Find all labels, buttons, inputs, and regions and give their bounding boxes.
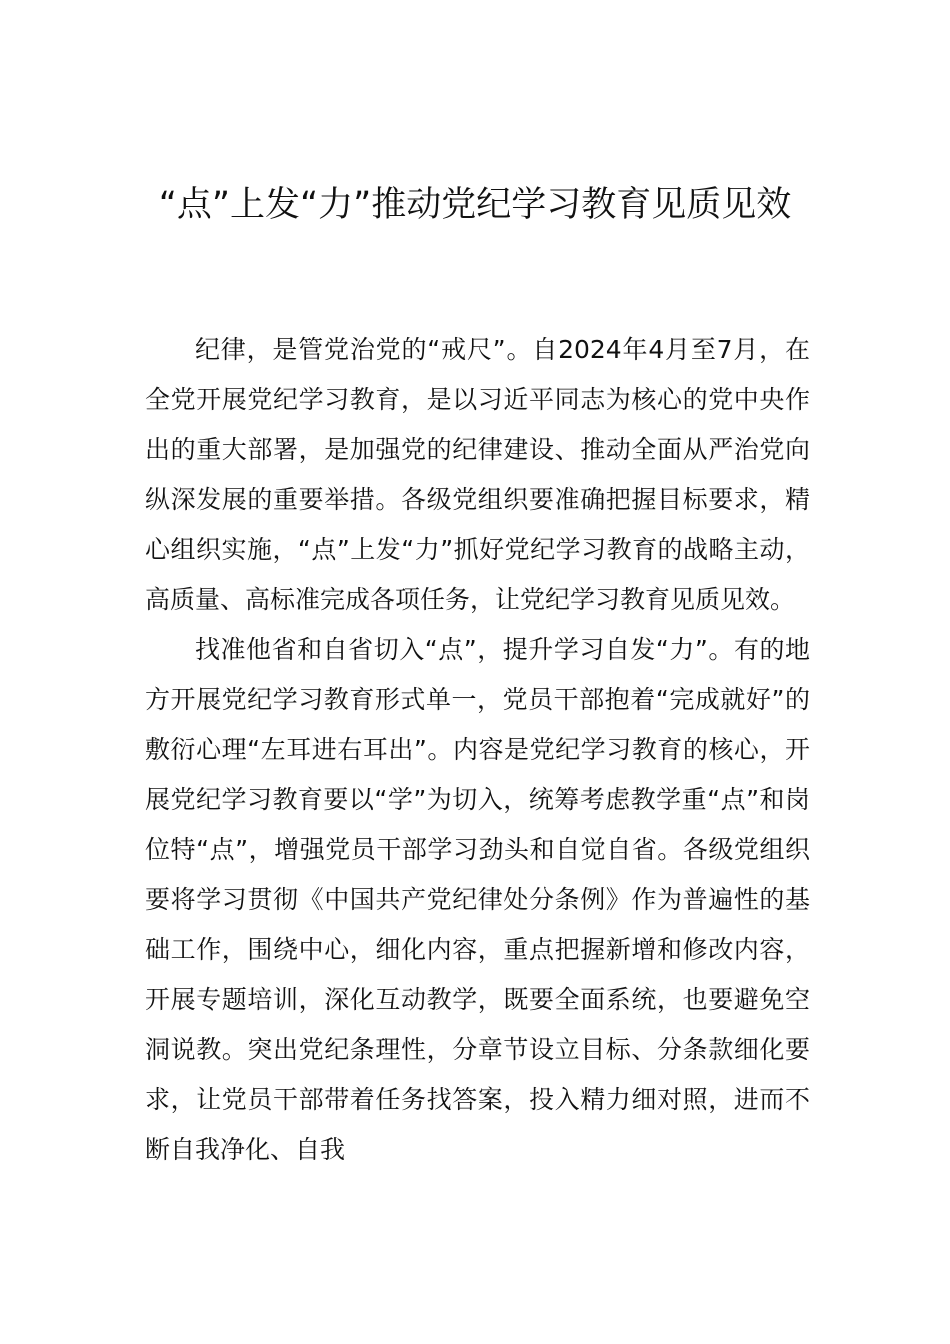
paragraph-1: 纪律，是管党治党的“戒尺”。自2024年4月至7月，在全党开展党纪学习教育，是以习近平同志为核心的党中央作出的重大部署，是加强党的纪律建设、推动全面从严治党向纵深发展的重要举措。各级党组织要准确把握目标要求，精心组织实施，“点”上发“力”抓好党纪学习教育的战略主动，高质量、高标准完成各项任务，让党纪学习教育见质见效。: [145, 335, 810, 614]
paragraph-2: 找准他省和自省切入“点”，提升学习自发“力”。有的地方开展党纪学习教育形式单一，党员干部抱着“完成就好”的敷衍心理“左耳进右耳出”。内容是党纪学习教育的核心，开展党纪学习教育要以“学”为切入，统筹考虑教学重“点”和岗位特“点”，增强党员干部学习劲头和自觉自省。各级党组织要将学习贯彻《中国共产党纪律处分条例》作为普遍性的基础工作，围绕中心，细化内容，重点把握新增和修改内容，开展专题培训，深化互动教学，既要全面系统，也要避免空洞说教。突出党纪条理性，分章节设立目标、分条款细化要求，让党员干部带着任务找答案，投入精力细对照，进而不断自我净化、自我: [145, 635, 810, 1164]
document-body: [145, 325, 810, 1175]
document-title: “点”上发“力”推动党纪学习教育见质见效: [158, 185, 792, 225]
